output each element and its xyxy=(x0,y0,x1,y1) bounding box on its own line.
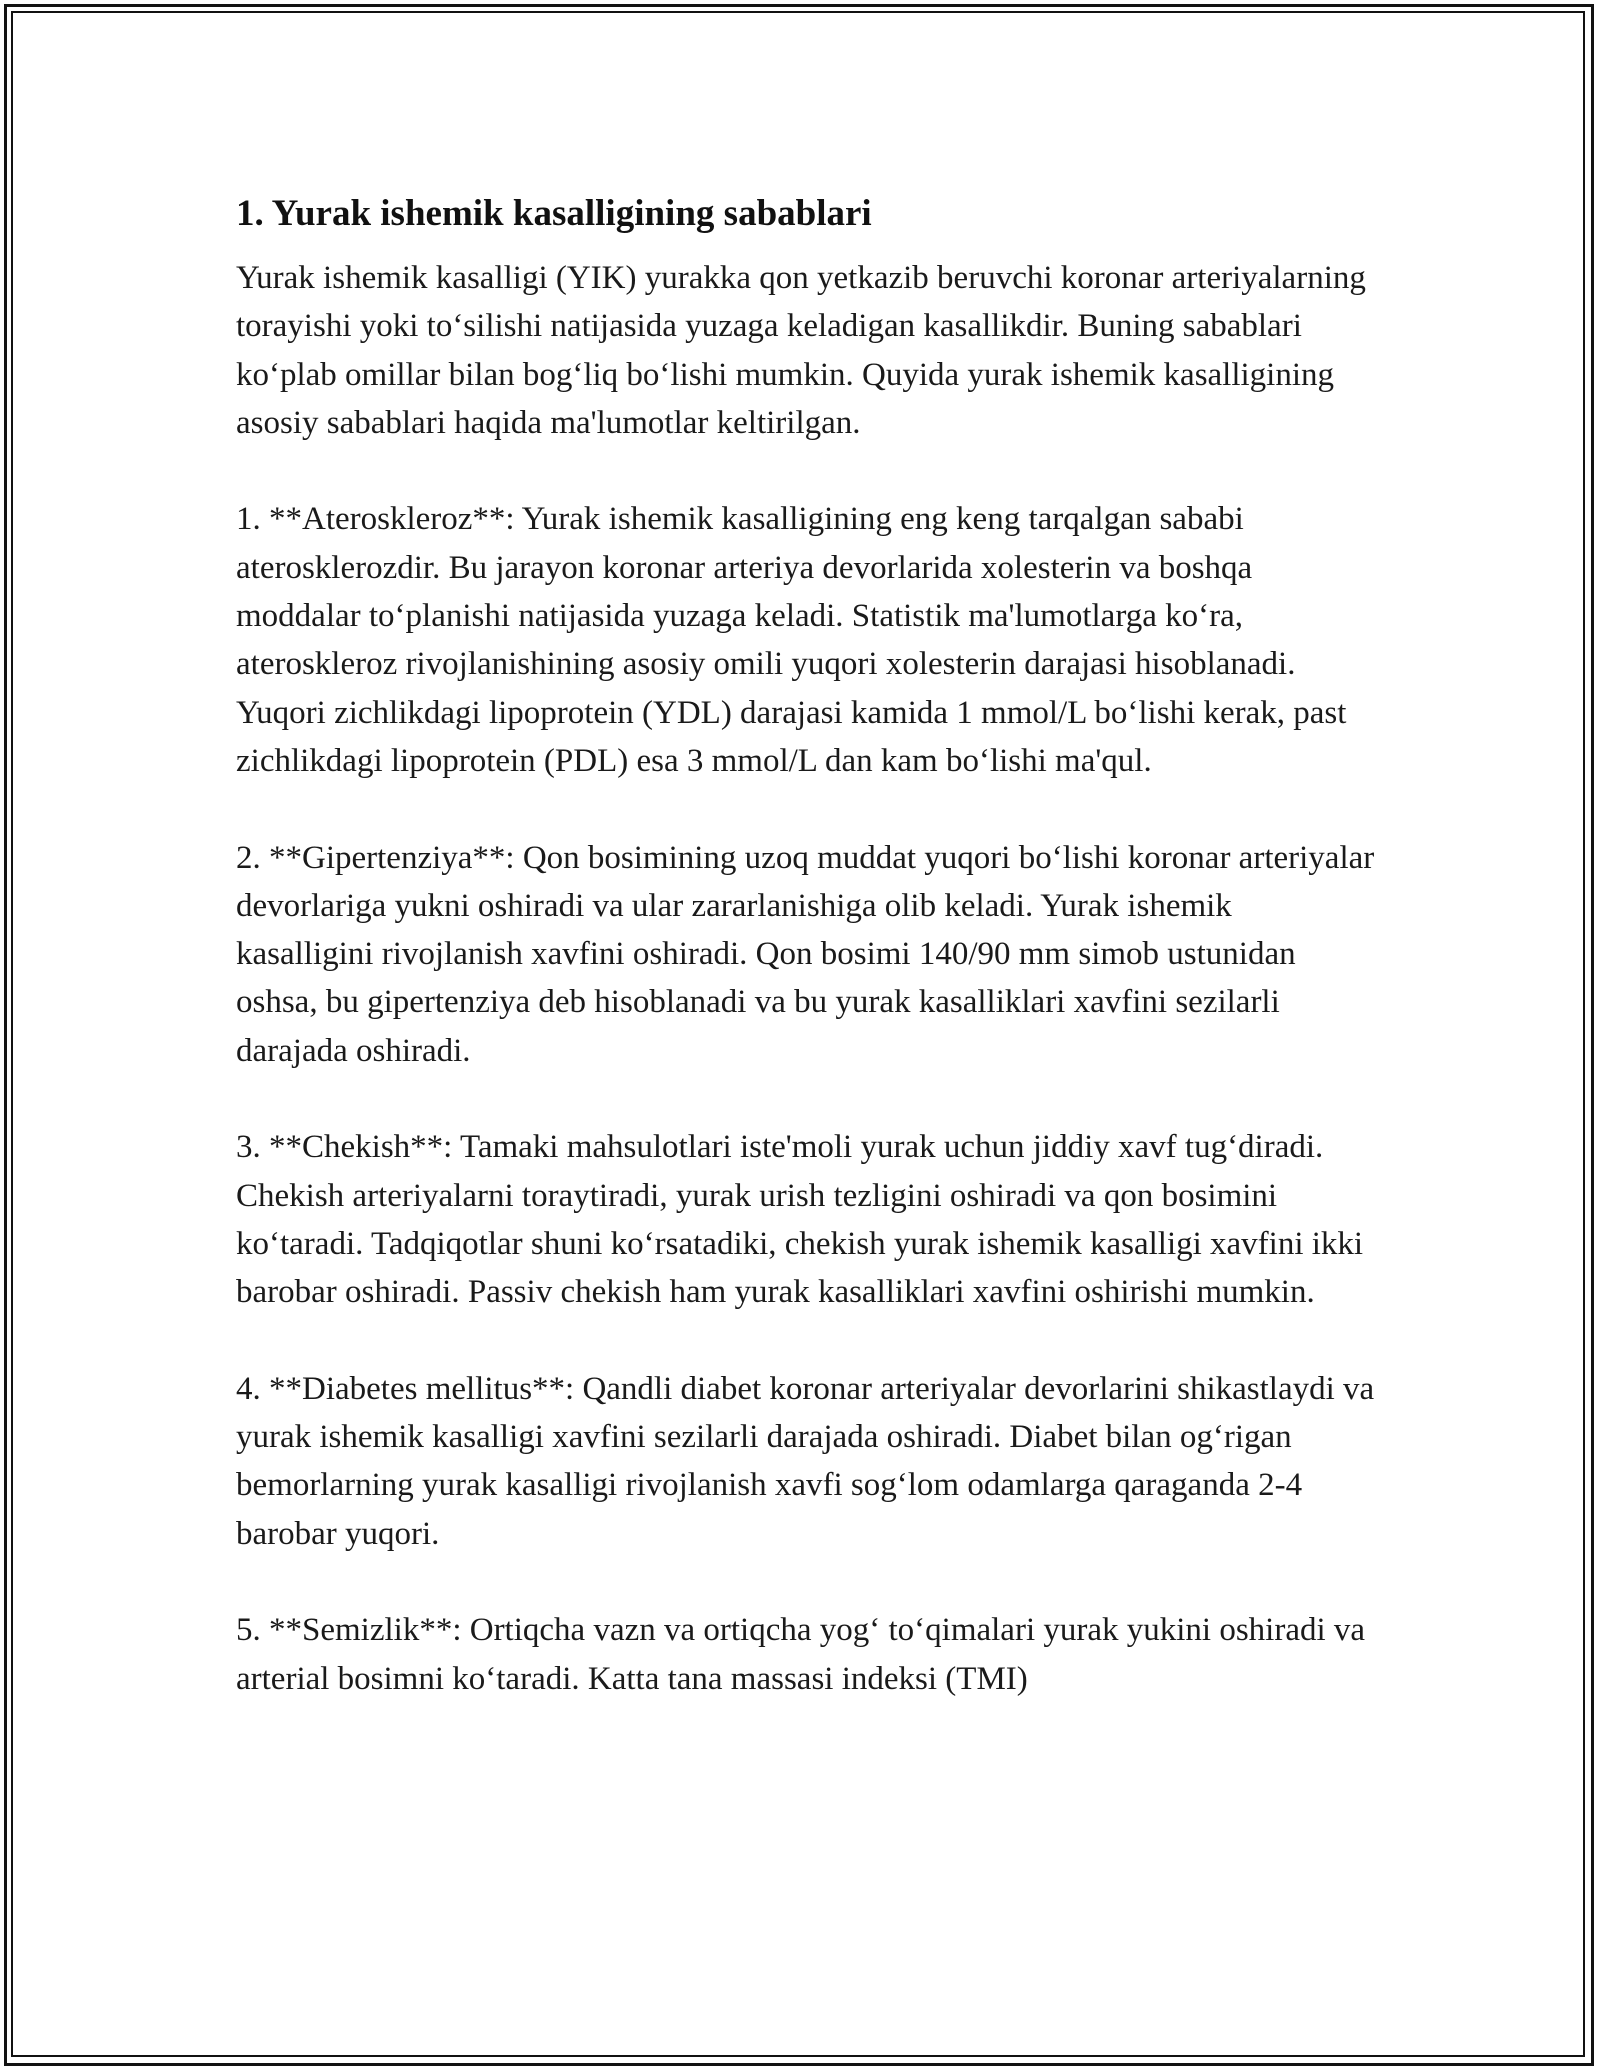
paragraph-ateroskleroz: 1. **Ateroskleroz**: Yurak ishemik kasalligining eng keng tarqalgan sababi aterosklerozdir. Bu jarayon koronar arteriya devorlarida xolesterin va boshqa moddalar to‘planishi natijasida yuzaga keladi. Statistik ma'lumotlarga ko‘ra, ateroskleroz rivojlanishining asosiy omili yuqori xolesterin darajasi hisoblanadi. Yuqori zichlikdagi lipoprotein (YDL) darajasi kamida 1 mmol/L bo‘lishi kerak, past zichlikdagi lipoprotein (PDL) esa 3 mmol/L dan kam bo‘lishi ma'qul. xyxy=(236,501,1347,779)
document-body xyxy=(236,188,1376,1703)
paragraph-semizlik: 5. **Semizlik**: Ortiqcha vazn va ortiqcha yog‘ to‘qimalari yurak yukini oshiradi va arterial bosimni ko‘taradi. Katta tana massasi indeksi (TMI) xyxy=(236,1612,1366,1697)
paragraph-gipertenziya: 2. **Gipertenziya**: Qon bosimining uzoq muddat yuqori bo‘lishi koronar arteriyalar devorlariga yukni oshiradi va ular zararlanishiga olib keladi. Yurak ishemik kasalligini rivojlanish xavfini oshiradi. Qon bosimi 140/90 mm simob ustunidan oshsa, bu gipertenziya deb hisoblanadi va bu yurak kasalliklari xavfini sezilarli darajada oshiradi. xyxy=(236,839,1375,1069)
intro-paragraph: Yurak ishemik kasalligi (YIK) yurakka qon yetkazib beruvchi koronar arteriyalarning torayishi yoki to‘silishi natijasida yuzaga keladigan kasallikdir. Buning sabablari ko‘plab omillar bilan bog‘liq bo‘lishi mumkin. Quyida yurak ishemik kasalligining asosiy sabablari haqida ma'lumotlar keltirilgan. xyxy=(236,260,1366,441)
paragraph-diabetes: 4. **Diabetes mellitus**: Qandli diabet koronar arteriyalar devorlarini shikastlaydi va yurak ishemik kasalligi xavfini sezilarli darajada oshiradi. Diabet bilan og‘rigan bemorlarning yurak kasalligi rivojlanish xavfi sog‘lom odamlarga qaraganda 2-4 barobar yuqori. xyxy=(236,1370,1375,1552)
section-heading: 1. Yurak ishemik kasalligining sabablari xyxy=(236,193,872,234)
paragraph-chekish: 3. **Chekish**: Tamaki mahsulotlari iste'moli yurak uchun jiddiy xavf tug‘diradi. Chekish arteriyalarni toraytiradi, yurak urish tezligini oshiradi va qon bosimini ko‘taradi. Tadqiqotlar shuni ko‘rsatadiki, chekish yurak ishemik kasalligi xavfini ikki barobar oshiradi. Passiv chekish ham yurak kasalliklari xavfini oshirishi mumkin. xyxy=(236,1129,1364,1311)
